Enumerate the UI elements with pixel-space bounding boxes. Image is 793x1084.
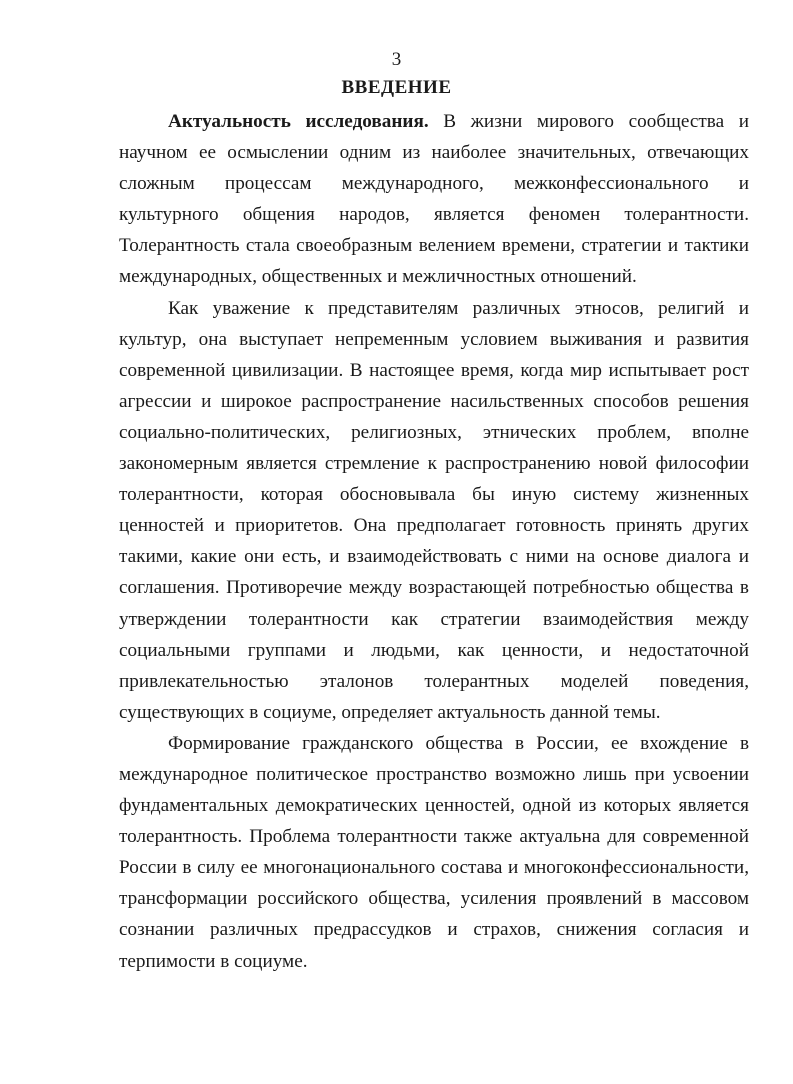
body-text [119, 106, 749, 977]
paragraph-civil-society: Формирование гражданского общества в России, ее вхождение в международное политическое пространство возможно лишь при усвоении фундаментальных демократических ценностей, одной из которых является толерантность. Проблема толерантности также актуальна для современной России в силу ее многонационального состава и многоконфессиональности, трансформации российского общества, усиления проявлений в массовом сознании различных предрассудков и страхов, снижения согласия и терпимости в социуме. [119, 732, 749, 972]
section-heading: ВВЕДЕНИЕ [341, 77, 452, 98]
paragraph-text: В жизни мирового сообщества и научном ее осмыслении одним из наиболее значительных, отвечающих сложным процессам международного, межконфессионального и культурного общения народов, является феномен толерантности. Толерантность стала своеобразным велением времени, стратегии и тактики международных, общественных и межличностных отношений. [119, 111, 749, 288]
paragraph-civilization: Как уважение к представителям различных этносов, религий и культур, она выступает непременным условием выживания и развития современной цивилизации. В настоящее время, когда мир испытывает рост агрессии и широкое распространение насильственных способов решения социально-политических, религиозных, этнических проблем, вполне закономерным является стремление к распространению новой философии толерантности, которая обосновывала бы иную систему жизненных ценностей и приоритетов. Она предполагает готовность принять других такими, какие они есть, и взаимодействовать с ними на основе диалога и соглашения. Противоречие между возрастающей потребностью общества в утверждении толерантности как стратегии взаимодействия между социальными группами и людьми, как ценности, и недостаточной привлекательностью эталонов толерантных моделей поведения, существующих в социуме, определяет актуальность данной темы. [119, 297, 749, 723]
paragraph-lead: Актуальность исследования. [168, 111, 429, 132]
page-number: 3 [391, 49, 402, 70]
paragraph-relevance [119, 106, 749, 293]
